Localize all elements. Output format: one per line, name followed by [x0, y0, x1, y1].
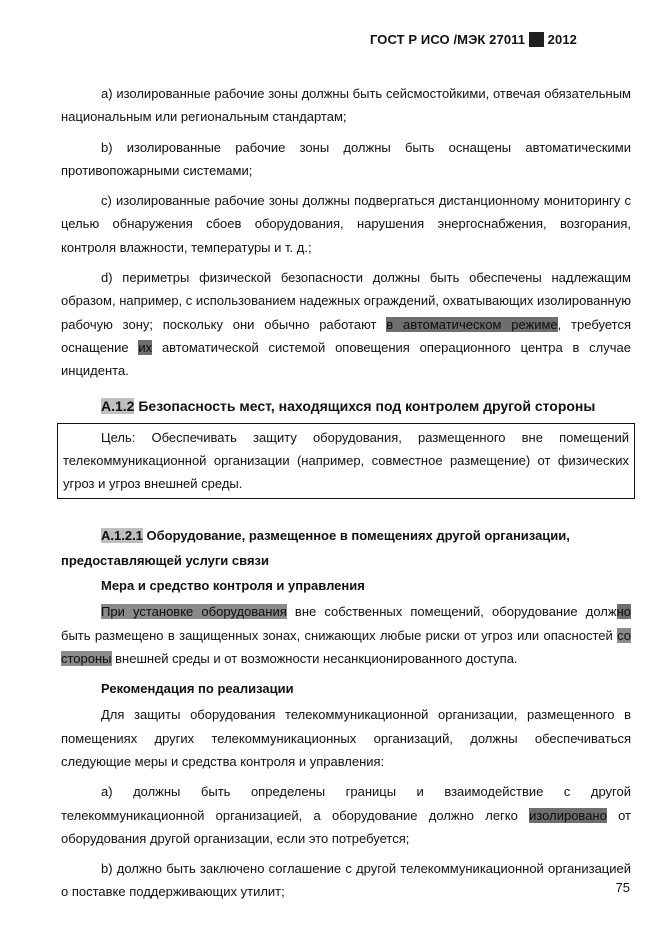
- page-number: 75: [615, 880, 630, 895]
- section-heading: [101, 395, 631, 417]
- subsection-number: A.1.2.1: [101, 528, 143, 544]
- guidance-item-a: [61, 780, 631, 850]
- highlight-isolated: изолировано: [529, 807, 607, 823]
- item-c: c) изолированные рабочие зоны должны подвергаться дистанционному мониторингу с целью обнаружения сбоев оборудования, нарушения энергоснабжения, возгорания, контроля влажности, температуры и т. д.;: [61, 193, 631, 255]
- document-header: [370, 32, 577, 47]
- item-b: b) изолированные рабочие зоны должны быть оснащены автоматическими противопожарными системами;: [61, 139, 631, 178]
- control-text-2: быть размещено в защищенных зонах, снижающих любые риски от угроз или опасностей: [61, 627, 618, 643]
- highlight-installation: При установке оборудования: [101, 604, 287, 620]
- guidance-a-text-2: от оборудования другой организации, если это потребуется;: [61, 807, 631, 846]
- goal-box: [57, 423, 635, 500]
- highlight-ikh: их: [138, 339, 153, 355]
- item-d-text-2: , требуется оснащение: [61, 316, 631, 355]
- section-number: A.1.2: [101, 397, 135, 414]
- guidance-heading: Рекомендация по реализации: [101, 681, 294, 697]
- control-text: [61, 600, 631, 670]
- standard-designation: ГОСТ Р ИСО /МЭК 27011: [370, 32, 526, 47]
- highlight-auto-mode: в автоматическом режиме: [386, 316, 558, 332]
- standard-year: 2012: [547, 32, 577, 47]
- highlight-no: но: [616, 604, 631, 620]
- guidance-a-text-1: a) должны быть определены границы и взаимодействие с другой телекоммуникационной организацией, а оборудование должно легко: [61, 784, 631, 823]
- subsection-title: Оборудование, размещенное в помещениях другой организации, предоставляющей услуги связи: [61, 528, 570, 569]
- goal-text: Цель: Обеспечивать защиту оборудования, размещенного вне помещений телекоммуникационной организации (например, совместное размещение) от физических угроз и угроз внешней среды.: [63, 429, 629, 492]
- control-text-3: внешней среды и от возможности несанкционированного доступа.: [111, 651, 518, 667]
- item-d-text-3: автоматической системой оповещения операционного центра в случае инцидента.: [61, 339, 631, 379]
- highlight-from-side: со стороны: [61, 627, 631, 667]
- header-dash: —: [529, 32, 543, 47]
- guidance-item-b: b) должно быть заключено соглашение с другой телекоммуникационной организацией о поставке поддерживающих утилит;: [61, 861, 631, 900]
- item-d-text-1: d) периметры физической безопасности должны быть обеспечены надлежащим образом, например, с использованием надежных ограждений, охватывающих изолированную рабочую зону; поскольку они обычно работают: [61, 270, 631, 332]
- control-text-1: вне собственных помещений, оборудование долж: [286, 604, 617, 620]
- guidance-intro: Для защиты оборудования телекоммуникационной организации, размещенного в помещениях других телекоммуникационных организаций, должны обеспечиваться следующие меры и средства контроля и управления:: [61, 707, 631, 769]
- control-heading: Мера и средство контроля и управления: [101, 578, 365, 594]
- item-d: [61, 266, 631, 382]
- subsection-heading: [61, 523, 631, 573]
- item-a: a) изолированные рабочие зоны должны быть сейсмостойкими, отвечая обязательным национальным или региональным стандартам;: [61, 86, 631, 125]
- document-body: [61, 82, 631, 904]
- section-title: Безопасность мест, находящихся под контролем другой стороны: [134, 397, 596, 414]
